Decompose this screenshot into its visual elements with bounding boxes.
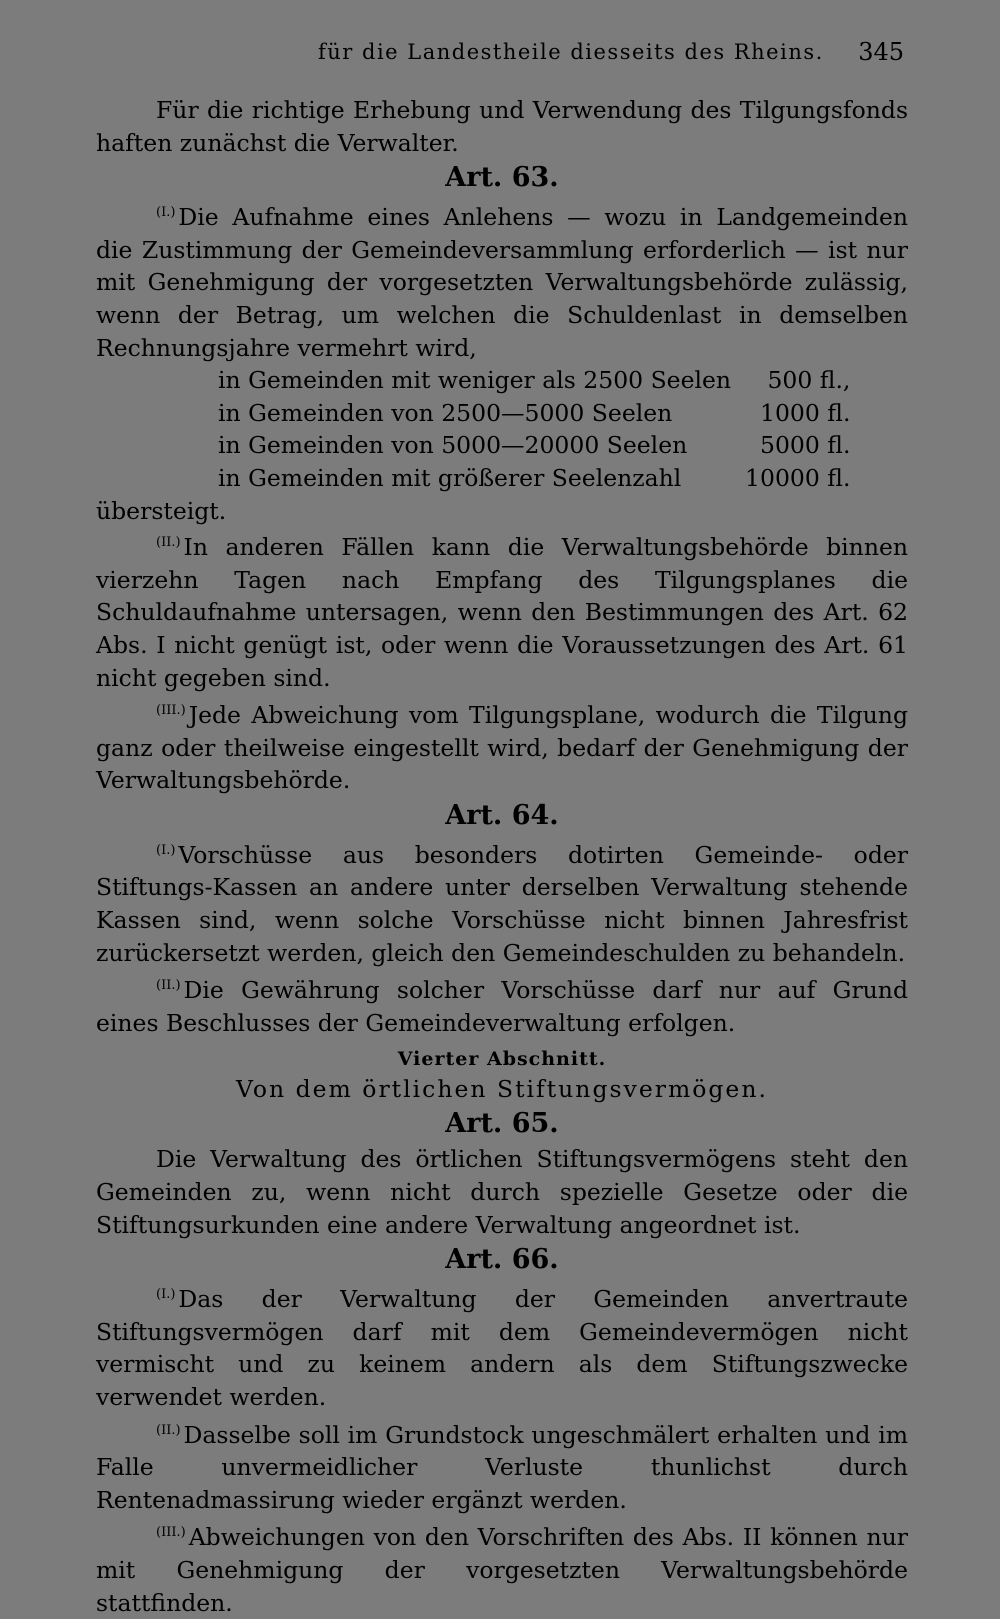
paragraph-mark: (I.) [156, 1287, 176, 1303]
limits-row [218, 397, 850, 430]
limits-row-amount: 500 fl., [767, 366, 851, 395]
running-head [0, 38, 1000, 74]
paragraph-text: Abweichungen von den Vorschriften des Abs. II können nur mit Genehmigung der vorgesetzten Verwaltungsbehörde stattfinden. [96, 1523, 908, 1617]
intro-paragraph: Für die richtige Erhebung und Verwendung des Tilgungsfonds haften zunächst die Verwalter. [96, 96, 908, 157]
article-63-paragraph-1 [96, 197, 908, 364]
limits-table [218, 364, 850, 494]
article-65-paragraph-1: Die Verwaltung des örtlichen Stiftungsvermögens steht den Gemeinden zu, wenn nicht durch spezielle Gesetze oder die Stiftungsurkunden eine andere Verwaltung angeordnet ist. [96, 1145, 908, 1239]
paragraph-text: Dasselbe soll im Grundstock ungeschmälert erhalten und im Falle unvermeidlicher Verluste thunlichst durch Rentenadmassirung wieder ergänzt werden. [96, 1420, 908, 1514]
article-63-heading: Art. 63. [445, 162, 559, 194]
paragraph-text: Die Gewährung solcher Vorschüsse darf nur auf Grund eines Beschlusses der Gemeindeverwaltung erfolgen. [96, 976, 908, 1037]
section-title: Von dem örtlichen Stiftungsvermögen. [236, 1075, 768, 1104]
article-64-paragraph-1 [96, 835, 908, 969]
limits-row [218, 462, 850, 495]
page-body [96, 94, 908, 1619]
paragraph-text: Die Aufnahme eines Anlehens — wozu in Landgemeinden die Zustimmung der Gemeindeversammlung erforderlich — ist nur mit Genehmigung der vorgesetzten Verwaltungsbehörde zulässig, wenn der Betrag, um welchen die Schuldenlast in demselben Rechnungsjahre vermehrt wird, [96, 203, 908, 362]
page-number: 345 [858, 38, 904, 66]
paragraph-text: Das der Verwaltung der Gemeinden anvertraute Stiftungsvermögen darf mit dem Gemeindevermögen nicht vermischt und zu keinem andern als dem Stiftungszwecke verwendet werden. [96, 1285, 908, 1411]
article-63-paragraph-3 [96, 695, 908, 797]
limits-row-text: in Gemeinden mit größerer Seelenzahl [218, 463, 682, 492]
article-64-paragraph-2 [96, 970, 908, 1039]
article-66-paragraph-3 [96, 1517, 908, 1619]
article-64-heading: Art. 64. [445, 799, 559, 831]
section-label: Vierter Abschnitt. [397, 1048, 607, 1071]
article-66-heading: Art. 66. [445, 1244, 559, 1276]
limits-row-amount: 5000 fl. [760, 431, 851, 460]
running-title: für die Landestheile diesseits des Rheins. [318, 40, 824, 64]
paragraph-text: Vorschüsse aus besonders dotirten Gemeinde- oder Stiftungs-Kassen an andere unter derselben Verwaltung stehende Kassen sind, wenn solche Vorschüsse nicht binnen Jahresfrist zurückersetzt werden, gleich den Gemeindeschulden zu behandeln. [96, 840, 908, 967]
article-63-paragraph-2 [96, 527, 908, 694]
paragraph-mark: (I.) [156, 842, 176, 858]
paragraph-mark: (II.) [156, 1422, 181, 1438]
limits-row-text: in Gemeinden mit weniger als 2500 Seelen [218, 366, 732, 395]
article-66-paragraph-2 [96, 1415, 908, 1517]
paragraph-text: Jede Abweichung vom Tilgungsplane, wodurch die Tilgung ganz oder theilweise eingestellt wird, bedarf der Genehmigung der Verwaltungsbehörde. [96, 701, 908, 795]
limits-row-amount: 1000 fl. [760, 398, 851, 427]
paragraph-text: In anderen Fällen kann die Verwaltungsbehörde binnen vierzehn Tagen nach Empfang des Tilgungsplanes die Schuldaufnahme untersagen, wenn den Bestimmungen des Art. 62 Abs. I nicht genügt ist, oder wenn die Voraussetzungen des Art. 61 nicht gegeben sind. [96, 533, 908, 692]
article-65-heading: Art. 65. [445, 1108, 559, 1140]
limits-row-text: in Gemeinden von 5000—20000 Seelen [218, 431, 688, 460]
limits-row-amount: 10000 fl. [745, 463, 851, 492]
paragraph-mark: (II.) [156, 978, 181, 994]
paragraph-mark: (I.) [156, 205, 176, 221]
limits-row [218, 429, 850, 462]
limits-row [218, 364, 850, 397]
paragraph-mark: (II.) [156, 535, 181, 551]
article-63-paragraph-1-end: übersteigt. [96, 496, 227, 525]
limits-row-text: in Gemeinden von 2500—5000 Seelen [218, 398, 673, 427]
article-66-paragraph-1 [96, 1279, 908, 1413]
paragraph-mark: (III.) [156, 703, 186, 719]
paragraph-mark: (III.) [156, 1525, 186, 1541]
